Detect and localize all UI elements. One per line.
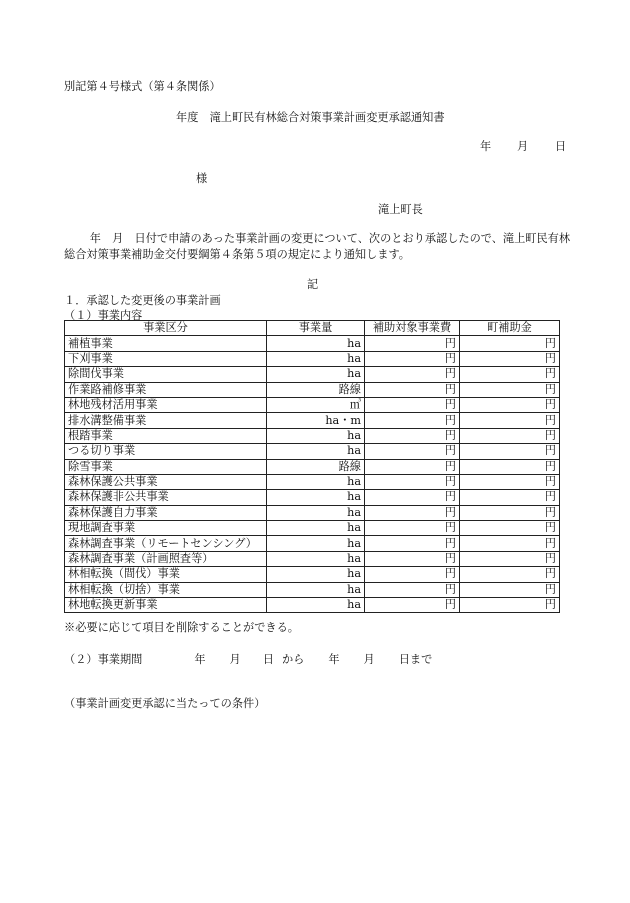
period-end-year: 年 xyxy=(328,653,340,666)
row-cost-unit: 円 xyxy=(365,428,460,443)
row-cost-unit: 円 xyxy=(365,567,460,582)
row-quantity-unit: ha・m xyxy=(267,413,365,428)
period-start-month: 月 xyxy=(229,653,241,666)
row-subsidy-unit: 円 xyxy=(460,413,560,428)
table-row xyxy=(65,551,560,566)
row-cost-unit: 円 xyxy=(365,367,460,382)
row-quantity-unit: ha xyxy=(267,474,365,489)
row-category: 除間伐事業 xyxy=(65,367,267,382)
date-year: 年 xyxy=(480,140,492,153)
row-subsidy-unit: 円 xyxy=(460,351,560,366)
row-category: 林相転換（切捨）事業 xyxy=(65,582,267,597)
row-category: 森林調査事業（リモートセンシング） xyxy=(65,536,267,551)
table-header-row xyxy=(65,321,560,336)
row-subsidy-unit: 円 xyxy=(460,598,560,613)
issuer-name: 滝上町長 xyxy=(378,203,423,216)
row-category: 森林調査事業（計画照査等） xyxy=(65,551,267,566)
recipient-suffix: 様 xyxy=(196,172,208,185)
row-subsidy-unit: 円 xyxy=(460,459,560,474)
row-subsidy-unit: 円 xyxy=(460,474,560,489)
table-row xyxy=(65,336,560,351)
row-subsidy-unit: 円 xyxy=(460,490,560,505)
table-row xyxy=(65,490,560,505)
row-quantity-unit: ha xyxy=(267,598,365,613)
row-quantity-unit: 路線 xyxy=(267,382,365,397)
document-title: 年度 滝上町民有林総合対策事業計画変更承認通知書 xyxy=(176,111,445,124)
header-town-subsidy: 町補助金 xyxy=(460,321,560,336)
date-day: 日 xyxy=(555,140,567,153)
section-1-1-heading: （１）事業内容 xyxy=(64,309,143,322)
row-quantity-unit: ha xyxy=(267,551,365,566)
row-category: 林地残材活用事業 xyxy=(65,397,267,412)
row-cost-unit: 円 xyxy=(365,582,460,597)
row-category: 排水溝整備事業 xyxy=(65,413,267,428)
table-row xyxy=(65,413,560,428)
header-category: 事業区分 xyxy=(65,321,267,336)
period-start-day: 日 xyxy=(262,653,274,666)
date-line xyxy=(480,140,566,154)
row-subsidy-unit: 円 xyxy=(460,521,560,536)
row-category: 森林保護公共事業 xyxy=(65,474,267,489)
period-label: （２）事業期間 xyxy=(64,653,143,666)
row-subsidy-unit: 円 xyxy=(460,382,560,397)
project-period-line xyxy=(64,653,432,667)
table-row xyxy=(65,382,560,397)
table-row xyxy=(65,474,560,489)
row-quantity-unit: ha xyxy=(267,505,365,520)
row-cost-unit: 円 xyxy=(365,397,460,412)
table-row xyxy=(65,444,560,459)
table-note: ※必要に応じて項目を削除することができる。 xyxy=(64,621,299,634)
table-row xyxy=(65,505,560,520)
row-subsidy-unit: 円 xyxy=(460,536,560,551)
row-quantity-unit: ha xyxy=(267,336,365,351)
row-subsidy-unit: 円 xyxy=(460,397,560,412)
row-quantity-unit: ha xyxy=(267,444,365,459)
table-row xyxy=(65,536,560,551)
row-quantity-unit: ㎥ xyxy=(267,397,365,412)
row-subsidy-unit: 円 xyxy=(460,582,560,597)
table-row xyxy=(65,397,560,412)
row-quantity-unit: ha xyxy=(267,428,365,443)
table-body xyxy=(65,336,560,613)
row-subsidy-unit: 円 xyxy=(460,551,560,566)
row-cost-unit: 円 xyxy=(365,413,460,428)
row-quantity-unit: ha xyxy=(267,367,365,382)
row-cost-unit: 円 xyxy=(365,536,460,551)
row-quantity-unit: ha xyxy=(267,521,365,536)
row-cost-unit: 円 xyxy=(365,351,460,366)
period-from: から xyxy=(281,653,305,666)
date-month: 月 xyxy=(517,140,529,153)
row-cost-unit: 円 xyxy=(365,459,460,474)
body-paragraph: 年 月 日付で申請のあった事業計画の変更について、次のとおり承認したので、滝上町民有林総合対策事業補助金交付要綱第４条第５項の規定により通知します。 xyxy=(64,232,571,262)
row-subsidy-unit: 円 xyxy=(460,336,560,351)
row-quantity-unit: ha xyxy=(267,351,365,366)
period-end-day: 日まで xyxy=(398,653,433,666)
row-quantity-unit: ha xyxy=(267,490,365,505)
table-row xyxy=(65,459,560,474)
row-category: 補植事業 xyxy=(65,336,267,351)
row-cost-unit: 円 xyxy=(365,336,460,351)
table-row xyxy=(65,598,560,613)
row-subsidy-unit: 円 xyxy=(460,567,560,582)
row-category: 根踏事業 xyxy=(65,428,267,443)
approval-conditions-heading: （事業計画変更承認に当たっての条件） xyxy=(64,697,266,710)
row-quantity-unit: ha xyxy=(267,536,365,551)
table-row xyxy=(65,428,560,443)
header-eligible-cost: 補助対象事業費 xyxy=(365,321,460,336)
table-row xyxy=(65,367,560,382)
row-subsidy-unit: 円 xyxy=(460,505,560,520)
row-cost-unit: 円 xyxy=(365,551,460,566)
row-cost-unit: 円 xyxy=(365,598,460,613)
row-category: 森林保護非公共事業 xyxy=(65,490,267,505)
row-category: 森林保護自力事業 xyxy=(65,505,267,520)
row-cost-unit: 円 xyxy=(365,490,460,505)
ki-heading: 記 xyxy=(307,278,319,291)
business-plan-table xyxy=(64,320,560,613)
section-1-heading: １．承認した変更後の事業計画 xyxy=(64,294,221,307)
row-category: 林地転換更新事業 xyxy=(65,598,267,613)
row-category: 林相転換（間伐）事業 xyxy=(65,567,267,582)
row-quantity-unit: ha xyxy=(267,582,365,597)
row-cost-unit: 円 xyxy=(365,474,460,489)
table-row xyxy=(65,567,560,582)
row-subsidy-unit: 円 xyxy=(460,428,560,443)
row-cost-unit: 円 xyxy=(365,382,460,397)
row-category: 下刈事業 xyxy=(65,351,267,366)
header-quantity: 事業量 xyxy=(267,321,365,336)
row-subsidy-unit: 円 xyxy=(460,444,560,459)
period-start-year: 年 xyxy=(194,653,206,666)
row-category: 現地調査事業 xyxy=(65,521,267,536)
row-category: 除雪事業 xyxy=(65,459,267,474)
row-cost-unit: 円 xyxy=(365,444,460,459)
row-quantity-unit: 路線 xyxy=(267,459,365,474)
table-row xyxy=(65,582,560,597)
table-row xyxy=(65,351,560,366)
table-row xyxy=(65,521,560,536)
row-subsidy-unit: 円 xyxy=(460,367,560,382)
period-end-month: 月 xyxy=(363,653,375,666)
row-category: つる切り事業 xyxy=(65,444,267,459)
row-category: 作業路補修事業 xyxy=(65,382,267,397)
row-quantity-unit: ha xyxy=(267,567,365,582)
row-cost-unit: 円 xyxy=(365,521,460,536)
form-number-label: 別記第４号様式（第４条関係） xyxy=(64,80,221,93)
row-cost-unit: 円 xyxy=(365,505,460,520)
